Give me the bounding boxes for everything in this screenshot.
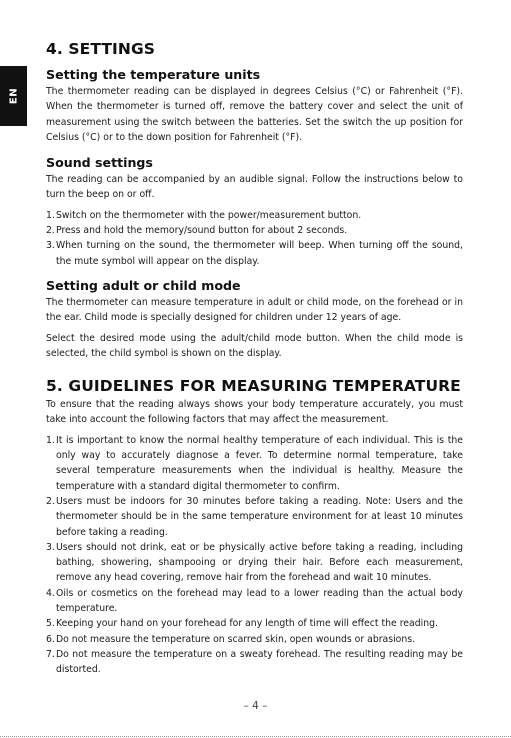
list-item-text: Do not measure the temperature on a sweaty forehead. The resulting reading may be distorted. [56, 648, 463, 676]
list-item [46, 223, 463, 238]
list-item [46, 494, 463, 540]
paragraph-mode-1: The thermometer can measure temperature in adult or child mode, on the forehead or in the ear. Child mode is specially designed for children under 12 years of age. [46, 296, 463, 324]
language-tab [0, 66, 27, 126]
subheading-adult-child-mode: Setting adult or child mode [46, 277, 241, 293]
list-item [46, 208, 463, 223]
list-item [46, 433, 463, 494]
list-item-text: Do not measure the temperature on scarred skin, open wounds or abrasions. [56, 633, 416, 645]
list-item-number: 5. [46, 618, 55, 630]
list-item-number: 3. [46, 240, 55, 252]
guidelines-list [46, 433, 463, 678]
list-item [46, 238, 463, 269]
section-heading-settings: 4. SETTINGS [46, 40, 156, 58]
list-item [46, 647, 463, 678]
list-item-number: 6. [46, 633, 55, 645]
list-item [46, 632, 463, 647]
list-item-text: Press and hold the memory/sound button for about 2 seconds. [56, 225, 348, 237]
list-item [46, 616, 463, 631]
list-item-text: Switch on the thermometer with the power/measurement button. [56, 209, 362, 221]
paragraph-temperature-units: The thermometer reading can be displayed in degrees Celsius (°C) or Fahrenheit (°F). When the thermometer is turned off, remove the battery cover and select the unit of measurement using the switch between the batteries. Set the switch the up position for Celsius (°C) or to the down position for Fahrenheit (°F). [46, 86, 463, 143]
subheading-temperature-units: Setting the temperature units [46, 67, 261, 82]
subheading-sound-settings: Sound settings [46, 155, 153, 171]
list-item-text: Keeping your hand on your forehead for any length of time will effect the reading. [56, 618, 438, 630]
section-heading-guidelines: 5. GUIDELINES FOR MEASURING TEMPERATURE [46, 377, 461, 396]
paragraph-mode-2: Select the desired mode using the adult/child mode button. When the child mode is selected, the child symbol is shown on the display. [46, 332, 463, 359]
list-item-text: Users should not drink, eat or be physically active before taking a reading, including bathing, showering, shampooing or drying their hair. Before each measurement, remove any head covering, remove hair from the forehead and wait 10 minutes. [56, 541, 463, 584]
list-item [46, 586, 463, 617]
list-item-number: 7. [46, 648, 55, 660]
paragraph-sound-settings: The reading can be accompanied by an audible signal. Follow the instructions below to turn the beep on or off. [46, 174, 463, 201]
footer-divider [0, 736, 511, 737]
list-item-text: Oils or cosmetics on the forehead may lead to a lower reading than the actual body temperature. [56, 587, 463, 615]
page-content [46, 38, 463, 678]
sound-steps-list [46, 208, 463, 269]
list-item-number: 1. [46, 434, 55, 446]
list-item-text: Users must be indoors for 30 minutes before taking a reading. Note: Users and the thermometer should be in the same temperature environment for at least 10 minutes before taking a reading. [56, 495, 463, 538]
list-item-number: 2. [46, 225, 55, 237]
list-item-number: 4. [46, 587, 55, 599]
list-item-text: When turning on the sound, the thermometer will beep. When turning off the sound, the mute symbol will appear on the display. [56, 240, 463, 267]
paragraph-guidelines-intro: To ensure that the reading always shows your body temperature accurately, you must take into account the following factors that may affect the measurement. [46, 399, 463, 426]
page-number: – 4 – [243, 700, 268, 712]
list-item-number: 3. [46, 541, 55, 553]
list-item-number: 1. [46, 209, 55, 221]
list-item-number: 2. [46, 495, 55, 507]
list-item [46, 540, 463, 586]
language-tab-label: EN [8, 87, 19, 105]
list-item-text: It is important to know the normal healthy temperature of each individual. This is the only way to accurately diagnose a fever. To determine normal temperature, take several temperature measurements when the individual is healthy. Measure the temperature with a standard digital thermometer to confirm. [56, 434, 463, 492]
